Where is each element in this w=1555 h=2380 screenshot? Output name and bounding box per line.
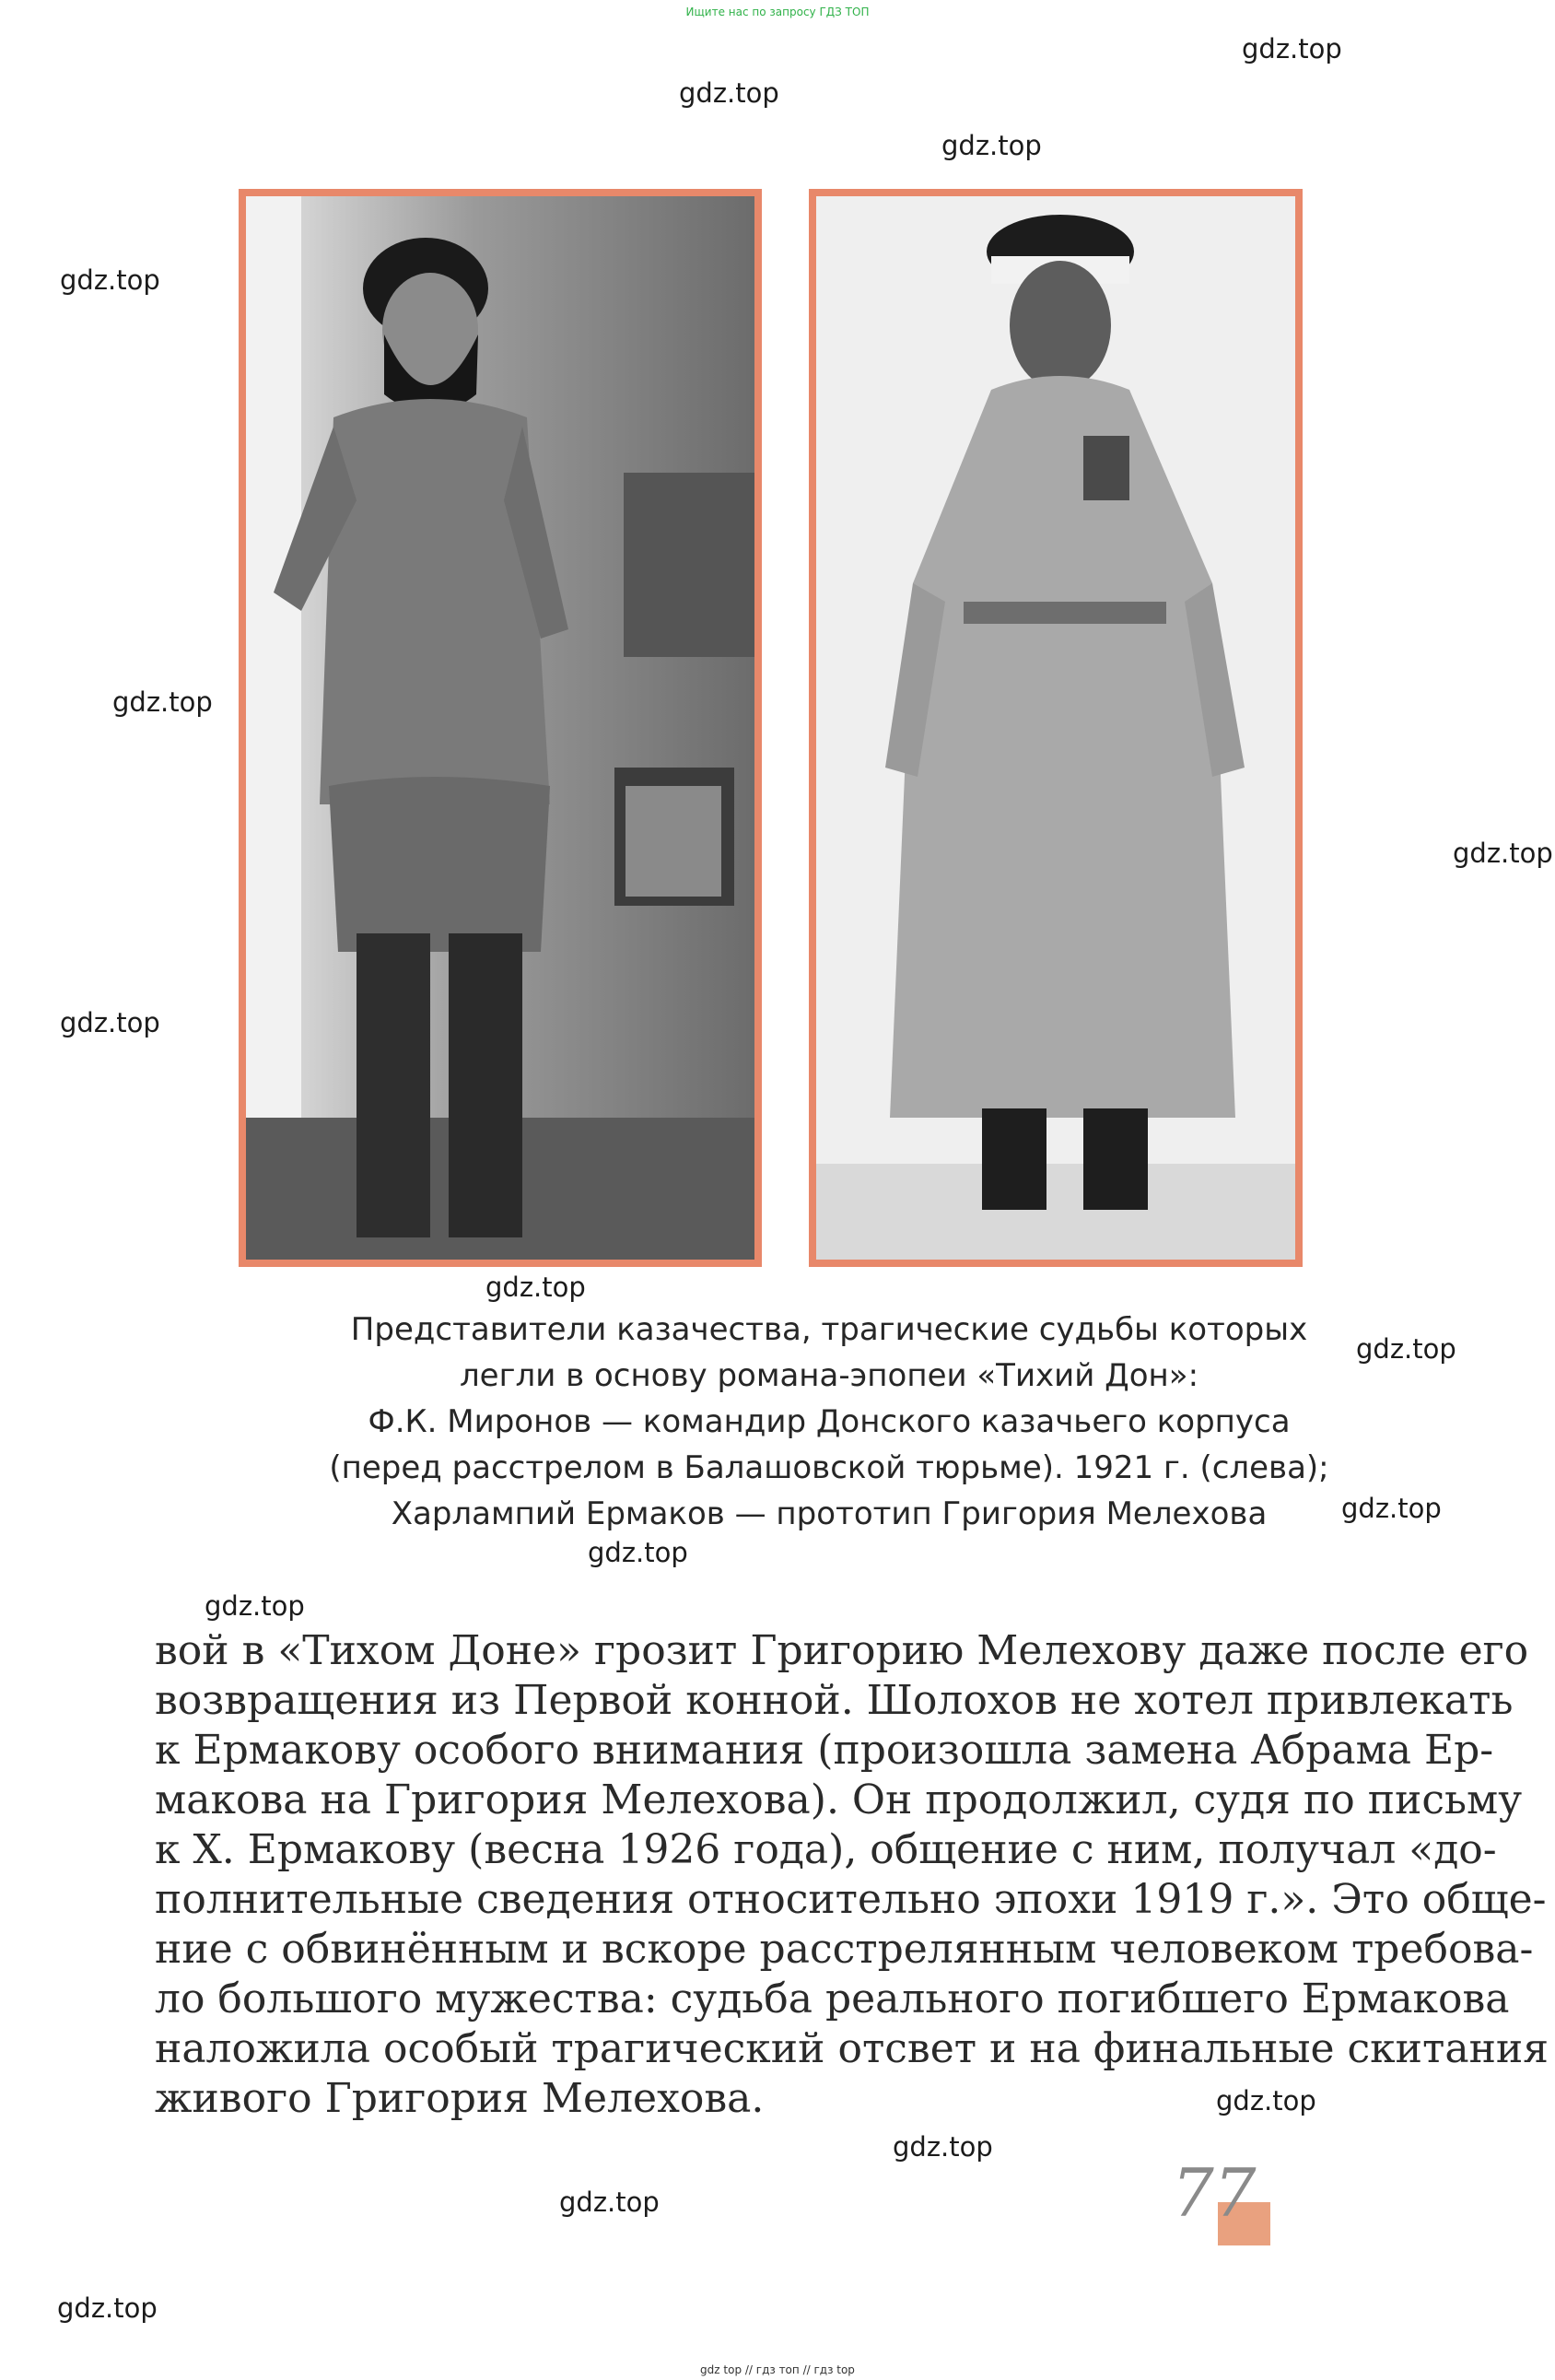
watermark: gdz.top bbox=[205, 1590, 305, 1622]
body-line: к Х. Ермакову (весна 1926 года), общение с ним, получал «до- bbox=[155, 1826, 1497, 1873]
watermark: gdz.top bbox=[679, 77, 779, 109]
watermark: gdz.top bbox=[1453, 838, 1553, 869]
photo-ermakov-illustration bbox=[816, 196, 1295, 1260]
page-number: 77 bbox=[1172, 2154, 1257, 2232]
body-line: наложила особый трагический отсвет и на финальные скитания bbox=[155, 2025, 1549, 2072]
body-line: живого Григория Мелехова. bbox=[155, 2075, 765, 2122]
body-line: ние с обвинённым и вскоре расстрелянным человеком требова- bbox=[155, 1926, 1534, 1973]
photo-mironov-illustration bbox=[246, 196, 754, 1260]
watermark: gdz.top bbox=[1242, 33, 1342, 64]
watermark: gdz.top bbox=[941, 130, 1042, 161]
caption-line: Ф.К. Миронов — командир Донского казачьего корпуса bbox=[368, 1403, 1291, 1440]
photo-mironov bbox=[239, 189, 762, 1267]
watermark: gdz.top bbox=[57, 2292, 158, 2324]
watermark: gdz.top bbox=[112, 686, 213, 718]
body-line: вой в «Тихом Доне» грозит Григорию Мелехову даже после его bbox=[155, 1627, 1529, 1674]
body-paragraph bbox=[155, 1626, 1549, 2124]
body-line: ло большого мужества: судьба реального погибшего Ермакова bbox=[155, 1976, 1510, 2022]
caption-line: Харлампий Ермаков — прототип Григория Мелехова bbox=[391, 1495, 1268, 1532]
watermark: gdz.top bbox=[60, 264, 160, 296]
watermark: gdz.top bbox=[893, 2131, 993, 2163]
watermark: gdz.top bbox=[559, 2187, 660, 2218]
watermark: gdz.top bbox=[1216, 2085, 1316, 2116]
header-note: Ищите нас по запросу ГДЗ ТОП bbox=[685, 6, 870, 18]
body-line: к Ермакову особого внимания (произошла замена Абрама Ер- bbox=[155, 1727, 1494, 1774]
watermark: gdz.top bbox=[1341, 1493, 1442, 1524]
watermark: gdz.top bbox=[588, 1537, 688, 1568]
photo-caption bbox=[184, 1307, 1474, 1537]
watermark: gdz.top bbox=[485, 1272, 586, 1303]
body-line: возвращения из Первой конной. Шолохов не хотел привлекать bbox=[155, 1677, 1514, 1724]
caption-line: легли в основу романа-эпопеи «Тихий Дон»: bbox=[459, 1357, 1199, 1394]
photo-ermakov bbox=[809, 189, 1303, 1267]
watermark: gdz.top bbox=[60, 1007, 160, 1038]
caption-line: (перед расстрелом в Балашовской тюрьме). 1921 г. (слева); bbox=[329, 1449, 1329, 1486]
caption-line: Представители казачества, трагические судьбы которых bbox=[350, 1311, 1308, 1348]
body-line: полнительные сведения относительно эпохи 1919 г.». Это обще- bbox=[155, 1876, 1547, 1923]
body-line: макова на Григория Мелехова). Он продолжил, судя по письму bbox=[155, 1776, 1523, 1823]
footer-note: gdz top // гдз топ // гдз top bbox=[700, 2363, 855, 2376]
watermark: gdz.top bbox=[1356, 1333, 1456, 1365]
